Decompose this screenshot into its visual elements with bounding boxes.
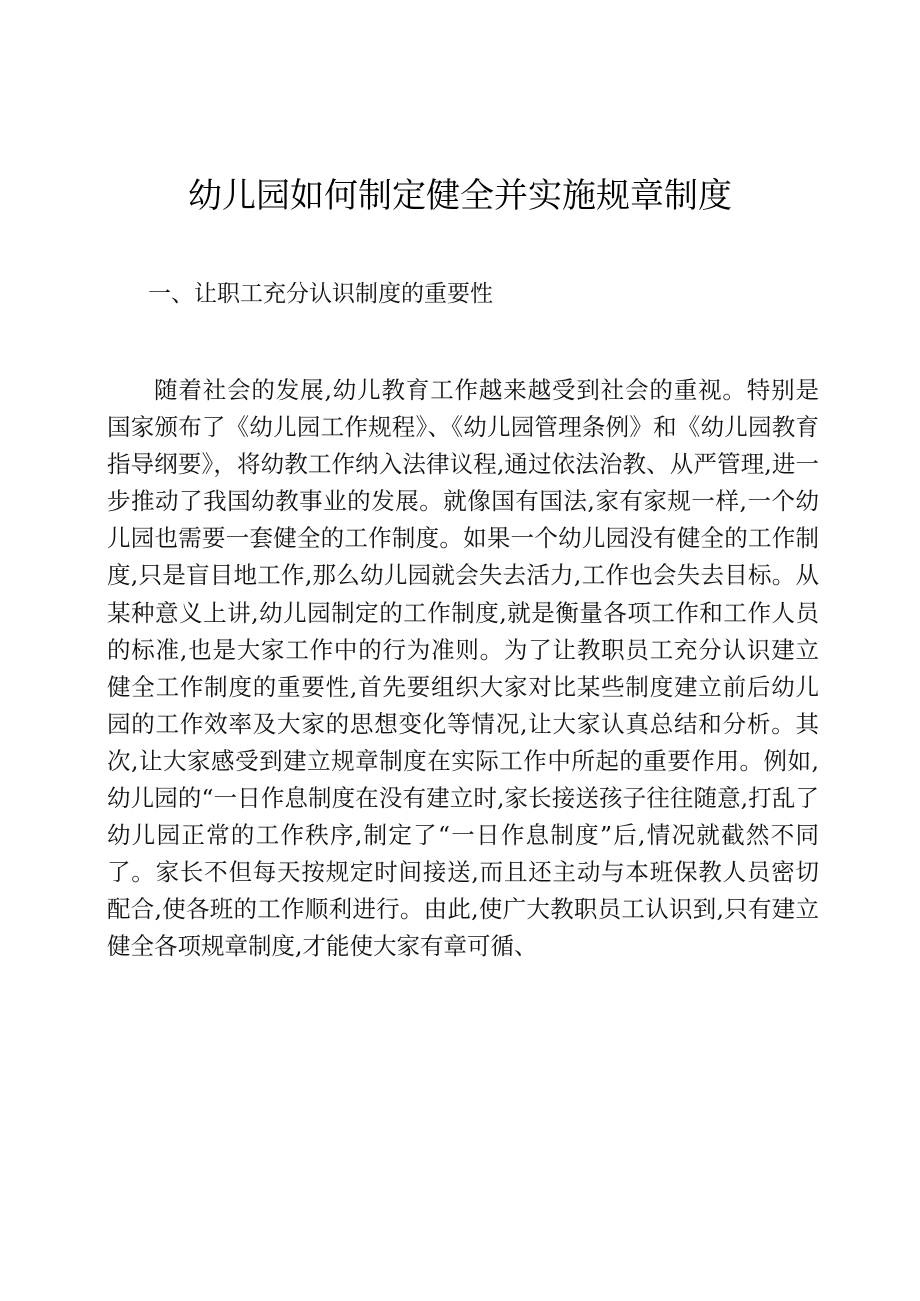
section-heading: 一、让职工充分认识制度的重要性 bbox=[148, 281, 493, 307]
body-paragraph: 随着社会的发展,幼儿教育工作越来越受到社会的重视。特别是国家颁布了《幼儿园工作规程》、《幼儿园管理条例》和《幼儿园教育指导纲要》，将幼教工作纳入法律议程,通过依法治教、从严管理,进一步推动了我国幼教事业的发展。就像国有国法,家有家规一样,一个幼儿园也需要一套健全的工作制度。如果一个幼儿园没有健全的工作制度,只是盲目地工作,那么幼儿园就会失去活力,工作也会失去目标。从某种意义上讲,幼儿园制定的工作制度,就是衡量各项工作和工作人员的标准,也是大家工作中的行为准则。为了让教职员工充分认识建立健全工作制度的重要性,首先要组织大家对比某些制度建立前后幼儿园的工作效率及大家的思想变化等情况,让大家认真总结和分析。其次,让大家感受到建立规章制度在实际工作中所起的重要作用。例如,幼儿园的“一日作息制度在没有建立时,家长接送孩子往往随意,打乱了幼儿园正常的工作秩序,制定了“一日作息制度”后,情况就截然不同了。家长不但每天按规定时间接送,而且还主动与本班保教人员密切配合,使各班的工作顺利进行。由此,使广大教职员工认识到,只有建立健全各项规章制度,才能使大家有章可循、 bbox=[107, 376, 819, 961]
document-title: 幼儿园如何制定健全并实施规章制度 bbox=[188, 176, 732, 216]
